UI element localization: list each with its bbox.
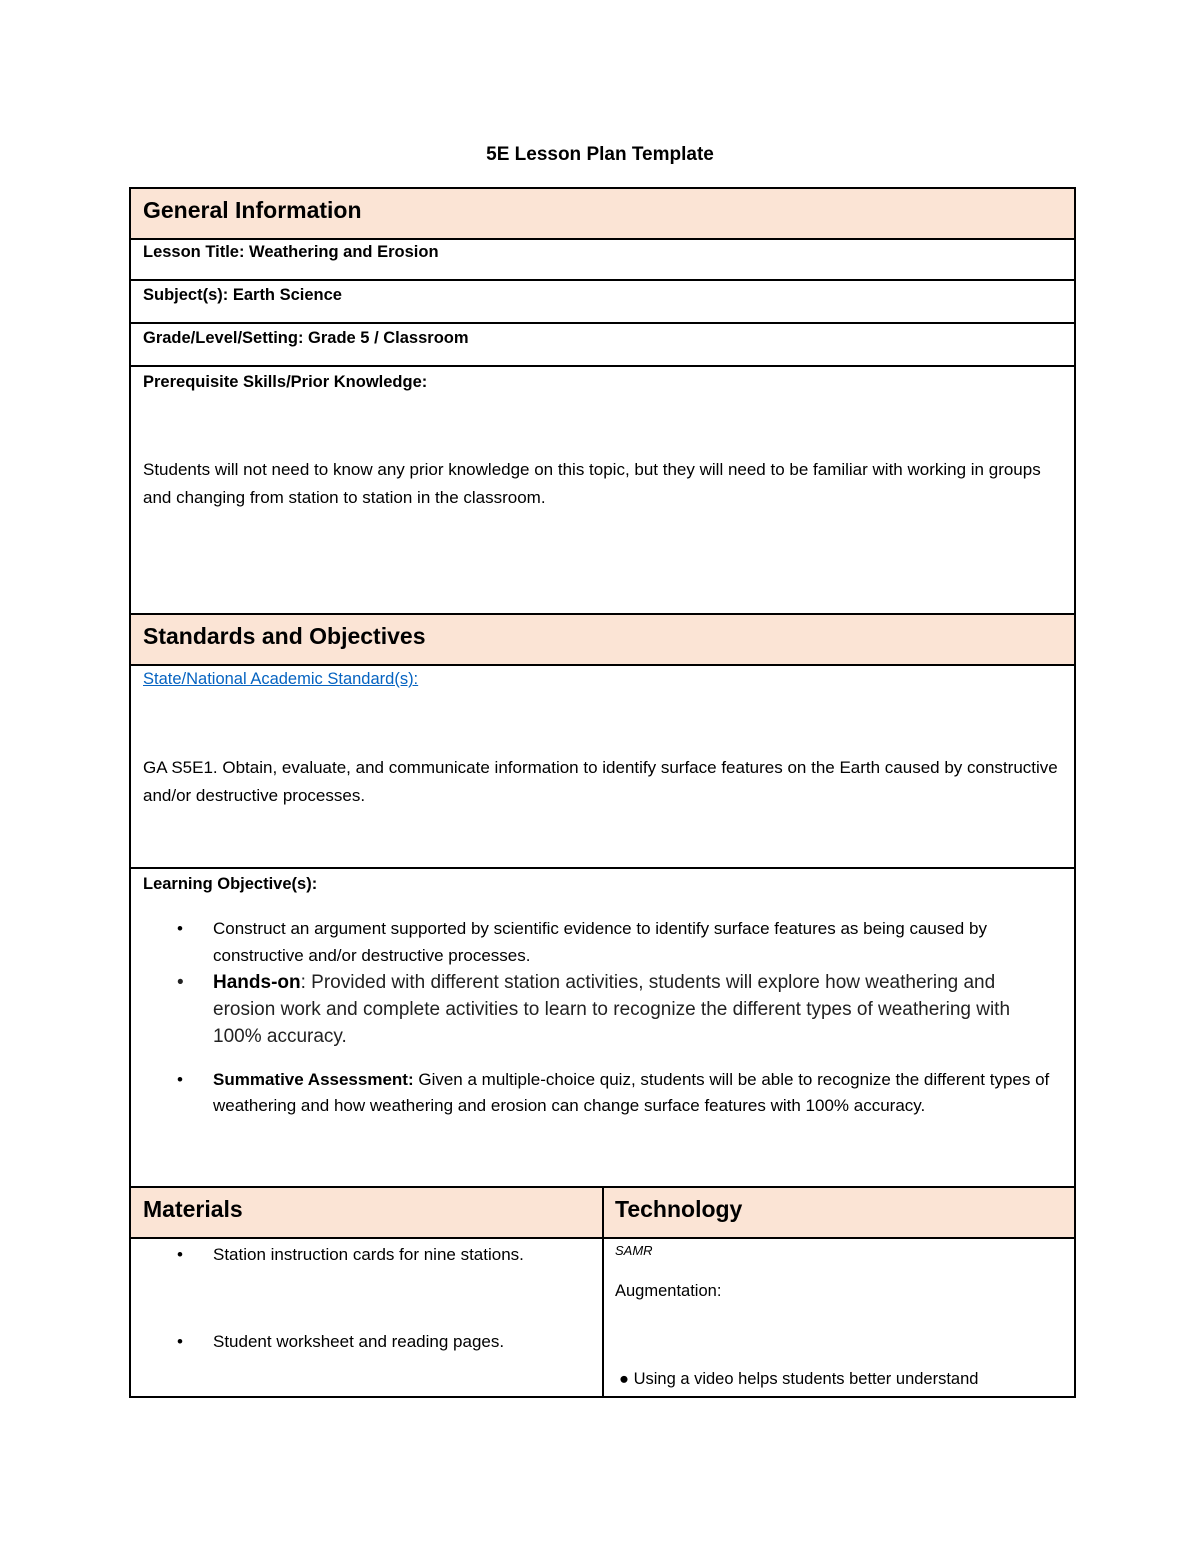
technology-bullet: ● Using a video helps students better understand: [619, 1370, 979, 1388]
materials-list: [143, 1241, 593, 1355]
objectives-label: Learning Objective(s):: [143, 875, 318, 893]
subject-row: [129, 281, 1076, 324]
prereq-label: Prerequisite Skills/Prior Knowledge:: [143, 373, 428, 391]
subjects: Subject(s): Earth Science: [143, 286, 342, 304]
materials-technology-header: [129, 1188, 1076, 1239]
material-item: • Student worksheet and reading pages.: [143, 1328, 593, 1355]
standards-link[interactable]: State/National Academic Standard(s):: [143, 670, 419, 688]
objective-text: : Provided with different station activities, students will explore how weathering and erosion work and complete activities to learn to recognize the different types of weathering with 100% accuracy.: [213, 972, 1011, 1047]
section-standards-objectives: [129, 615, 1076, 666]
section-general-information: [129, 187, 1076, 240]
prereq-text: Students will not need to know any prior knowledge on this topic, but they will need to be familiar with working in groups and changing from station to station in the classroom.: [143, 460, 1041, 507]
objective-item: [143, 969, 1058, 1050]
objective-text: Construct an argument supported by scientific evidence to identify surface features as being caused by constructive and/or destructive processes.: [213, 919, 987, 965]
materials-heading: Materials: [143, 1196, 243, 1222]
grade-level-setting: Grade/Level/Setting: Grade 5 / Classroom: [143, 329, 469, 347]
objective-label: Summative Assessment:: [213, 1070, 414, 1089]
lesson-title: Lesson Title: Weathering and Erosion: [143, 243, 439, 261]
section-heading: Standards and Objectives: [143, 623, 426, 649]
document-title: 5E Lesson Plan Template: [486, 144, 714, 165]
material-item: • Station instruction cards for nine stations.: [143, 1241, 593, 1268]
prereq-row: [129, 367, 1076, 615]
objectives-row: [129, 869, 1076, 1188]
objective-text: Given a multiple-choice quiz, students will be able to recognize the different types of weathering and how weathering and erosion can change surface features with 100% accuracy.: [213, 1070, 1050, 1115]
samr-label: SAMR: [615, 1243, 653, 1258]
technology-bullet-text: Using a video helps students better understand: [633, 1370, 979, 1388]
materials-technology-row: [129, 1239, 1076, 1398]
objective-item: [143, 915, 1058, 969]
objective-label: Hands-on: [213, 972, 301, 993]
augmentation-label: Augmentation:: [615, 1282, 722, 1300]
lesson-title-row: [129, 238, 1076, 281]
grade-row: [129, 324, 1076, 367]
standards-row: [129, 666, 1076, 869]
section-heading: General Information: [143, 197, 362, 223]
objective-item: [143, 1067, 1058, 1119]
standard-text: GA S5E1. Obtain, evaluate, and communicate information to identify surface features on the Earth caused by constructive and/or destructive processes.: [143, 758, 1058, 805]
technology-heading: Technology: [615, 1196, 743, 1222]
objectives-list: [143, 915, 1058, 1119]
